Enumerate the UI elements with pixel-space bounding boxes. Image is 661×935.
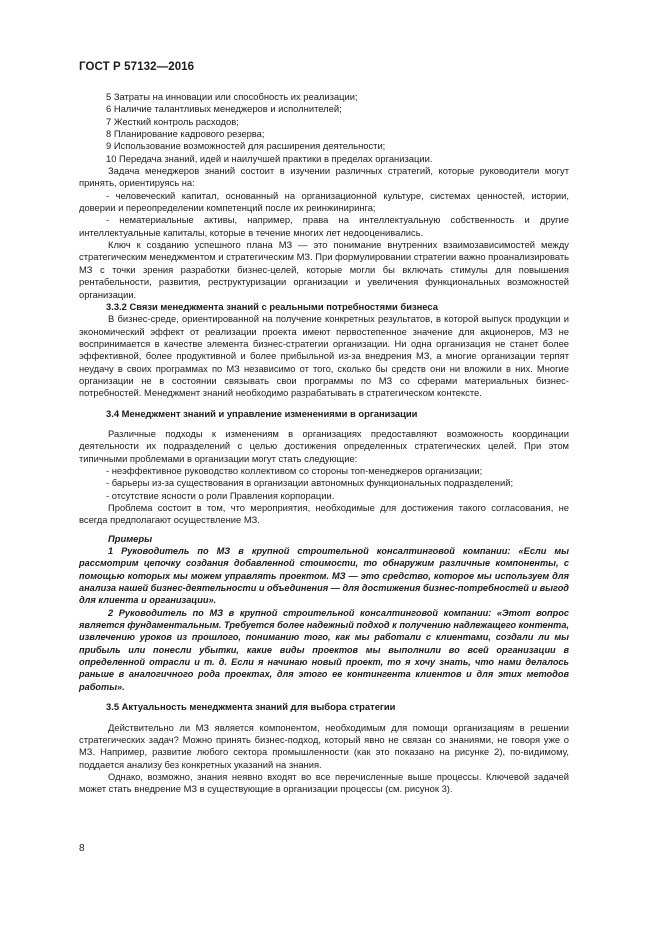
document-body xyxy=(79,91,569,796)
list-item: 8 Планирование кадрового резерва; xyxy=(106,128,265,140)
section-heading-3-3-2: 3.3.2 Связи менеджмента знаний с реальными потребностями бизнеса xyxy=(106,300,438,312)
paragraph: Различные подходы к изменениям в организациях предоставляют возможность координации деятельности их подразделений с целью достижения определенных стратегических целей. При этом типичными проблемами в организации могут стать следующие: xyxy=(79,427,569,464)
list-item: 6 Наличие талантливых менеджеров и исполнителей; xyxy=(106,103,342,115)
paragraph: В бизнес-среде, ориентированной на получение конкретных результатов, в которой выпуск продукции и экономический эффект от реализации проекта имеют первостепенное значение для акционеров, МЗ не воспринимается в качестве элемента бизнес-стратегии организации. Ни одна организация не станет более эффективной, более продуктивной и более прибыльной из-за внедрения МЗ, а многие организации терпят неудачу в своих программах по МЗ независимо от того, сколько бы средств они ни вложили в них. Многие организации не в состоянии связывать свои программы по МЗ со сферами материальных бизнес-потребностей. Менеджмент знаний необходимо разрабатывать в стратегическом контексте. xyxy=(79,313,569,399)
dash-item: - отсутствие ясности о роли Правления корпорации. xyxy=(106,489,335,501)
paragraph: Проблема состоит в том, что мероприятия, необходимые для достижения такого согласования, не всегда предполагают осуществление МЗ. xyxy=(79,502,569,526)
page-number: 8 xyxy=(79,843,85,854)
example-2: 2 Руководитель по МЗ в крупной строительной консалтинговой компании: «Этот вопрос является фундаментальным. Требуется более надежный подход к получению надлежащего контента, извлечению уроков из прошлого, пониманию того, как мы работали с клиентами, создали ли мы прибыль или понесли убытки, какие виды проектов мы выполнили во всей организации в определенной отрасли и т. д. Если я начинаю новый проект, то я хочу знать, что нами делалось раньше в аналогичного рода проектах, для этого ее контингента клиентов и для этих методов работы». xyxy=(79,607,569,692)
list-item: 9 Использование возможностей для расширения деятельности; xyxy=(106,140,386,152)
example-1: 1 Руководитель по МЗ в крупной строительной консалтинговой компании: «Если мы рассмотрим цепочку создания добавленной стоимости, то обнаружим различные компоненты, с помощью которых мы можем управлять проектом. МЗ — это средство, которое мы используем для анализа нашей бизнес-деятельности и объединения — для достижения бизнес-потребностей и выгод для клиента и организации». xyxy=(79,546,569,606)
section-heading-3-4: 3.4 Менеджмент знаний и управление изменениями в организации xyxy=(106,407,418,419)
dash-item: - нематериальные активы, например, права на интеллектуальную собственность и другие интеллектуальные капиталы, которые в течение многих лет недооценивались. xyxy=(79,214,569,238)
paragraph: Задача менеджеров знаний состоит в изучении различных стратегий, которые руководители могут принять, ориентируясь на: xyxy=(79,165,569,189)
list-item: 5 Затраты на инновации или способность их реализации; xyxy=(106,91,358,102)
document-header: ГОСТ Р 57132—2016 xyxy=(79,61,195,73)
list-item: 10 Передача знаний, идей и наилучшей практики в пределах организации. xyxy=(106,152,433,164)
paragraph: Ключ к созданию успешного плана МЗ — это понимание внутренних взаимозависимостей между стратегическим менеджментом и стратегическим МЗ. При формулировании стратегии важно проанализировать МЗ с точки зрения разработки бизнес-целей, которые могли бы включать стимулы для повышения рентабельности, развития, реструктуризации организации и увеличения функциональных возможностей организации. xyxy=(79,239,570,300)
section-heading-3-5: 3.5 Актуальность менеджмента знаний для выбора стратегии xyxy=(106,701,396,713)
dash-item: - барьеры из-за существования в организации автономных функциональных подразделений; xyxy=(106,477,514,489)
paragraph: Действительно ли МЗ является компонентом, необходимым для помощи организациям в решении стратегических задач? Можно принять бизнес-подход, который явно не связан со знаниями, не говоря уже о МЗ. Например, развитие любого сектора промышленности (как это показано на рисунке 2), по-видимому, поддается анализу без конкретных указаний на знания. xyxy=(79,721,569,770)
list-item: 7 Жесткий контроль расходов; xyxy=(106,115,239,127)
dash-item: - человеческий капитал, основанный на организационной культуре, системах ценностей, истории, доверии и переопределении компетенций после их реинжиниринга; xyxy=(79,189,569,214)
dash-item: - неэффективное руководство коллективом со стороны топ-менеджеров организации; xyxy=(106,464,483,476)
examples-title: Примеры xyxy=(108,532,153,544)
paragraph: Однако, возможно, знания неявно входят во все перечисленные выше процессы. Ключевой задачей может стать внедрение МЗ в существующие в организации процессы (см. рисунок 3). xyxy=(79,770,569,795)
